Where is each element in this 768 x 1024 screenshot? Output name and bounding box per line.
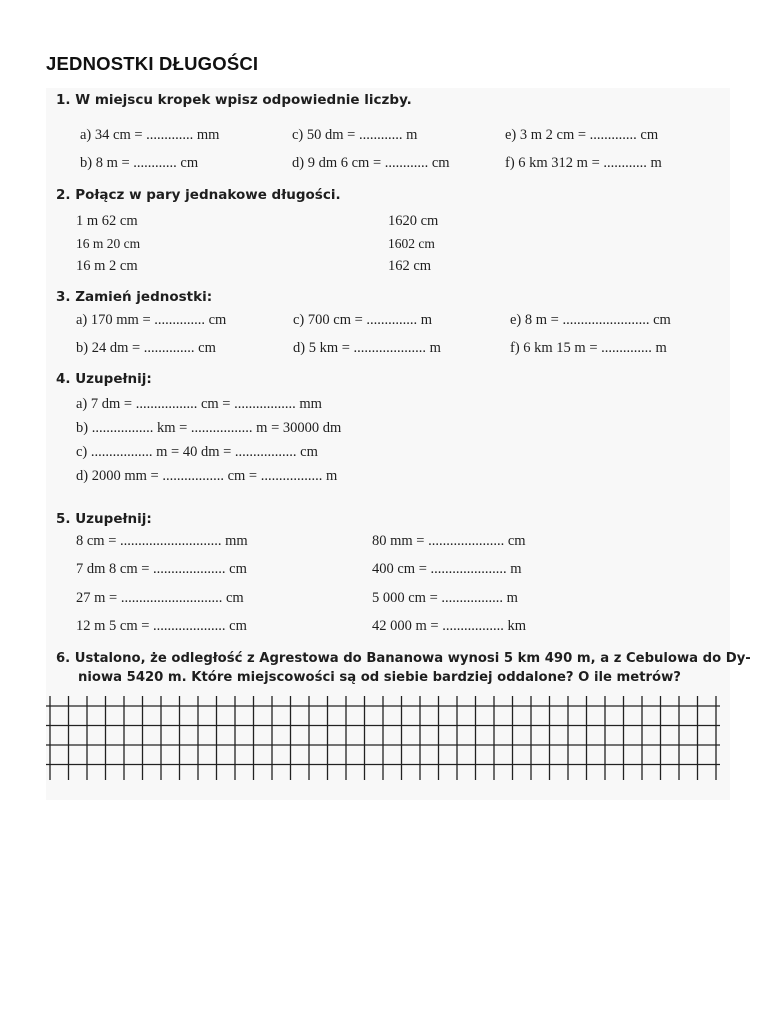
- exercise-5-left-item: 8 cm = ............................ mm: [76, 533, 248, 549]
- exercise-1a: a) 34 cm = ............. mm: [80, 127, 220, 143]
- exercise-3-heading: 3. Zamień jednostki:: [56, 289, 213, 305]
- exercise-5-right-item: 42 000 m = ................. km: [372, 618, 526, 634]
- exercise-5-left-item: 12 m 5 cm = .................... cm: [76, 618, 247, 634]
- exercise-1e: e) 3 m 2 cm = ............. cm: [505, 127, 659, 143]
- exercise-1-heading: 1. W miejscu kropek wpisz odpowiednie liczby.: [56, 92, 412, 108]
- exercise-3e: e) 8 m = ........................ cm: [510, 312, 671, 328]
- exercise-1f: f) 6 km 312 m = ............ m: [505, 155, 662, 171]
- exercise-3f: f) 6 km 15 m = .............. m: [510, 340, 667, 356]
- exercise-2-heading: 2. Połącz w pary jednakowe długości.: [56, 187, 341, 203]
- exercise-2-right-item: 1602 cm: [388, 236, 435, 251]
- exercise-5-heading: 5. Uzupełnij:: [56, 511, 152, 527]
- exercise-3a: a) 170 mm = .............. cm: [76, 312, 227, 328]
- answer-grid: [46, 694, 720, 784]
- exercise-4d: d) 2000 mm = ................. cm = ................. m: [76, 468, 338, 484]
- exercise-2-left-item: 16 m 2 cm: [76, 258, 138, 274]
- exercise-5-right-item: 5 000 cm = ................. m: [372, 590, 518, 606]
- page-title: JEDNOSTKI DŁUGOŚCI: [46, 53, 259, 74]
- exercise-2-left-item: 1 m 62 cm: [76, 213, 138, 229]
- exercise-2-right-item: 1620 cm: [388, 213, 439, 229]
- exercise-4c: c) ................. m = 40 dm = ................. cm: [76, 444, 318, 460]
- exercise-5-right-item: 400 cm = ..................... m: [372, 561, 522, 577]
- exercise-6-heading-line-2: niowa 5420 m. Które miejscowości są od siebie bardziej oddalone? O ile metrów?: [78, 670, 681, 685]
- exercise-1b: b) 8 m = ............ cm: [80, 155, 199, 171]
- exercise-2-right-item: 162 cm: [388, 258, 432, 274]
- exercise-1c: c) 50 dm = ............ m: [292, 127, 418, 143]
- exercise-3b: b) 24 dm = .............. cm: [76, 340, 216, 356]
- exercise-6-heading-line-1: 6. Ustalono, że odległość z Agrestowa do Bananowa wynosi 5 km 490 m, a z Cebulowa do Dy-: [56, 651, 751, 666]
- exercise-5-left-item: 7 dm 8 cm = .................... cm: [76, 561, 247, 577]
- exercise-2-left-item: 16 m 20 cm: [76, 236, 141, 251]
- exercise-4a: a) 7 dm = ................. cm = ................. mm: [76, 396, 322, 412]
- exercise-5-right-item: 80 mm = ..................... cm: [372, 533, 526, 549]
- exercise-3d: d) 5 km = .................... m: [293, 340, 441, 356]
- answer-grid-lines: [46, 694, 720, 784]
- exercise-3c: c) 700 cm = .............. m: [293, 312, 433, 328]
- exercise-5-left-item: 27 m = ............................ cm: [76, 590, 244, 606]
- exercise-1d: d) 9 dm 6 cm = ............ cm: [292, 155, 450, 171]
- exercise-4b: b) ................. km = ................. m = 30000 dm: [76, 420, 342, 436]
- exercise-4-heading: 4. Uzupełnij:: [56, 371, 152, 387]
